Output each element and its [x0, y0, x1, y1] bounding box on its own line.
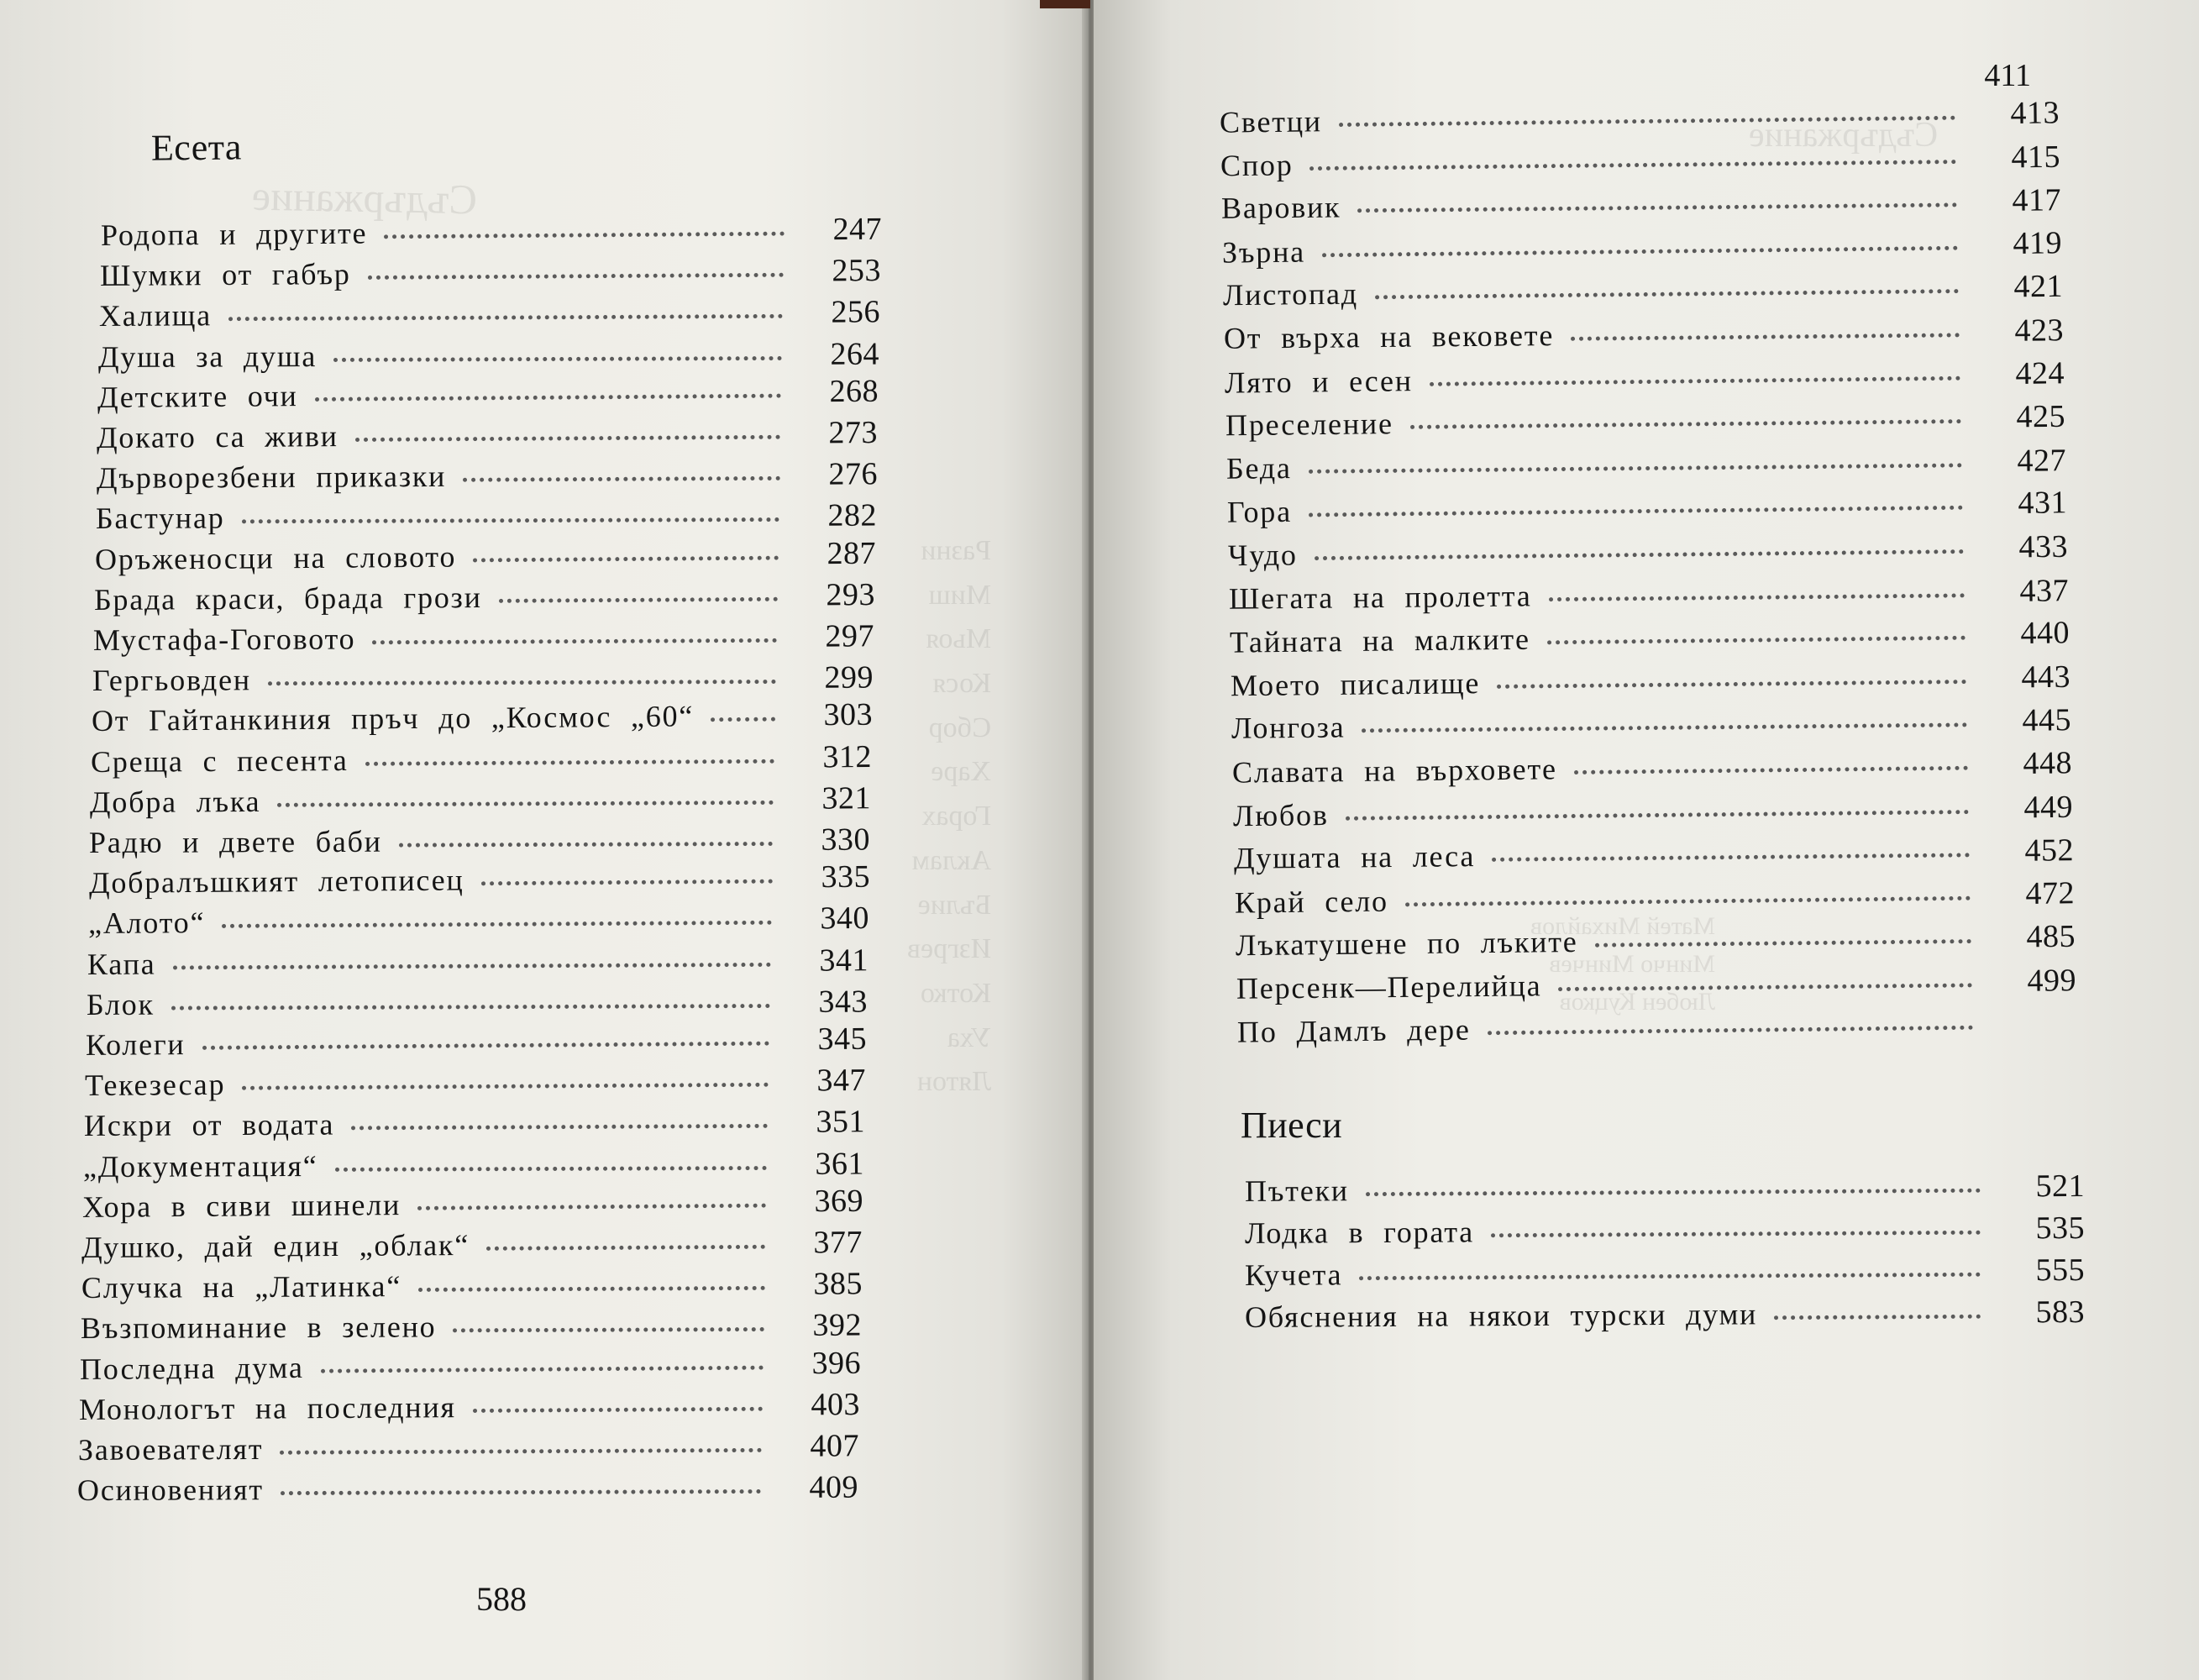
essay-entry: [88, 900, 869, 942]
essay-leader-dots: [486, 1245, 765, 1251]
essay-title: Монологът на последния: [78, 1389, 456, 1426]
essay-title: Добралъшкият летописец: [88, 863, 464, 900]
right-toc-title: Душата на леса: [1233, 839, 1476, 875]
right-toc-leader-dots: [1309, 463, 1962, 473]
essay-title: Гергьовден: [92, 663, 251, 698]
essay-entry: [93, 617, 874, 659]
essay-leader-dots: [281, 1489, 761, 1495]
right-toc-page-number: 449: [2023, 789, 2074, 825]
essay-title: Брада краси, брада грози: [93, 580, 482, 617]
right-toc-title: Светци: [1219, 104, 1323, 139]
essay-page-number: 297: [825, 618, 875, 654]
essay-page-number: 282: [827, 497, 878, 534]
right-toc-title: Любов: [1232, 797, 1329, 832]
essay-leader-dots: [335, 1166, 768, 1172]
right-toc-title: Преселение: [1225, 407, 1393, 443]
essay-entry: [92, 696, 873, 739]
play-entry: [1245, 1168, 2085, 1210]
play-page-number: 583: [2035, 1294, 2086, 1331]
right-toc-page-number: 485: [2026, 919, 2076, 955]
left-page: [0, 0, 1089, 1680]
essay-page-number: 351: [816, 1104, 866, 1140]
right-toc-page-number: 433: [2018, 528, 2069, 565]
essay-entry: [98, 335, 879, 375]
essay-leader-dots: [417, 1203, 766, 1210]
essay-page-number: 341: [819, 942, 869, 979]
right-toc-page-number: 452: [2024, 832, 2075, 869]
essay-entry: [101, 211, 882, 254]
essay-page-number: 247: [832, 211, 883, 248]
right-toc-page-number: 417: [2012, 182, 2062, 218]
right-toc-entry: [1227, 485, 2067, 531]
essay-entry: [80, 1344, 861, 1387]
essay-title: Блок: [86, 987, 155, 1021]
essay-entry: [91, 738, 872, 780]
essay-leader-dots: [711, 717, 775, 722]
right-toc-page-number: 425: [2016, 398, 2066, 435]
essay-entry: [99, 294, 880, 335]
essay-title: Радю и двете баби: [88, 824, 382, 859]
essay-title: Добра лъка: [89, 784, 261, 819]
essay-page-number: 335: [821, 858, 871, 895]
essay-title: Халища: [98, 298, 213, 333]
play-entry: [1245, 1252, 2085, 1294]
play-title: Кучета: [1244, 1257, 1343, 1293]
essay-title: „Алото“: [87, 906, 206, 941]
essays-toc-list: [76, 211, 924, 1508]
essay-page-number: 345: [817, 1021, 868, 1058]
right-toc-leader-dots: [1595, 939, 1971, 948]
essay-title: Бастунар: [95, 501, 225, 536]
essay-page-number: 330: [821, 822, 871, 858]
play-leader-dots: [1359, 1273, 1981, 1281]
right-toc-leader-dots: [1375, 289, 1959, 299]
essay-leader-dots: [418, 1286, 765, 1292]
right-toc-leader-dots: [1362, 723, 1968, 733]
play-title: Лодка в гората: [1244, 1215, 1475, 1251]
right-toc-title: Шегата на пролетта: [1228, 578, 1532, 616]
essay-page-number: 403: [811, 1386, 861, 1423]
ghost-text-right-heading: Съдържание: [1749, 116, 1939, 155]
right-toc-entry: [1225, 398, 2065, 444]
essay-leader-dots: [222, 921, 772, 928]
play-leader-dots: [1491, 1231, 1981, 1238]
essay-leader-dots: [372, 638, 777, 644]
right-toc-page-number: 499: [2027, 963, 2077, 999]
right-toc-leader-dots: [1558, 983, 1972, 991]
essay-page-number: 268: [829, 373, 879, 409]
essay-leader-dots: [399, 842, 773, 848]
right-toc-title: Край село: [1234, 884, 1389, 920]
essay-page-number: 303: [823, 697, 874, 733]
right-toc-leader-dots: [1430, 375, 1960, 386]
section-title-essays: Есета: [150, 126, 243, 169]
essay-title: Среща с песента: [90, 743, 349, 779]
essay-page-number: 312: [822, 738, 873, 774]
essay-page-number: 392: [812, 1307, 863, 1344]
essay-entry: [82, 1182, 863, 1225]
plays-toc-list: [1245, 1170, 2118, 1389]
essay-entry: [84, 1104, 865, 1145]
essay-leader-dots: [384, 232, 785, 239]
essay-page-number: 407: [810, 1428, 860, 1464]
essay-entry: [97, 372, 879, 415]
right-toc-title: Чудо: [1227, 538, 1298, 573]
page-folio: 588: [476, 1580, 527, 1618]
essay-entry: [81, 1265, 863, 1306]
essay-entry: [86, 1021, 867, 1063]
right-toc-leader-dots: [1357, 203, 1957, 213]
right-toc-leader-dots: [1405, 896, 1971, 907]
essay-title: Последна дума: [79, 1350, 304, 1386]
essay-leader-dots: [315, 393, 781, 401]
book-binding-edge: [1040, 0, 1090, 8]
play-title: Обяснения на някои турски думи: [1244, 1297, 1758, 1335]
essay-entry: [97, 414, 878, 456]
right-toc-entry: [1231, 659, 2070, 704]
essay-page-number: 377: [813, 1224, 863, 1261]
right-toc-entry: [1223, 268, 2063, 313]
essay-entry: [78, 1427, 859, 1468]
essay-page-number: 264: [830, 336, 880, 372]
right-toc-leader-dots: [1497, 680, 1966, 689]
right-toc-entry: [1220, 94, 2060, 140]
right-toc-title: Беда: [1225, 450, 1292, 486]
play-leader-dots: [1774, 1315, 1981, 1320]
ghost-text-right-block: Матей Михайлов Минчо Минчев Любен Куцков: [1530, 912, 1716, 1016]
right-toc-leader-dots: [1315, 549, 1964, 560]
right-toc-title: Персенк—Перелийца: [1236, 969, 1542, 1005]
essay-leader-dots: [173, 962, 772, 969]
essay-leader-dots: [473, 555, 779, 562]
essay-title: Шумки от габър: [99, 257, 351, 293]
essay-entry: [85, 1062, 866, 1104]
right-toc-title: От върха на вековете: [1223, 318, 1555, 355]
essay-title: Дърворезбени приказки: [96, 459, 447, 496]
right-toc-page-number: 448: [2023, 745, 2073, 781]
essay-entry: [100, 252, 881, 294]
right-toc-page-number: [2003, 1032, 2077, 1033]
essay-entry: [96, 497, 877, 537]
right-toc-leader-dots: [1339, 116, 1955, 127]
essay-title: Хора в сиви шинели: [81, 1187, 401, 1224]
right-toc-entry: [1235, 874, 2075, 921]
right-toc-entry: [1237, 1005, 2077, 1049]
right-toc-title: Славата на върховете: [1231, 752, 1557, 790]
essay-leader-dots: [280, 1448, 762, 1455]
right-toc-title: Варовик: [1220, 190, 1341, 225]
essay-page-number: 347: [816, 1063, 867, 1099]
right-toc-title: Моето писалище: [1230, 665, 1481, 703]
essay-title: Мустафа-Гоговото: [92, 622, 356, 657]
essay-title: Душко, дай един „облак“: [81, 1228, 470, 1264]
essay-leader-dots: [242, 517, 779, 523]
right-toc-page-number: 419: [2013, 225, 2063, 261]
right-toc-title: Зърна: [1221, 234, 1306, 270]
right-toc-title: Лонгоза: [1231, 710, 1346, 746]
play-page-number: 555: [2035, 1252, 2086, 1289]
essay-entry: [90, 780, 871, 821]
essay-entry: [92, 659, 874, 699]
essay-title: Възпоминание в зелено: [80, 1310, 437, 1346]
essay-leader-dots: [202, 1042, 769, 1050]
ghost-text-left-heading: Съдържание: [251, 171, 478, 223]
section-title-plays: Пиеси: [1241, 1105, 1343, 1146]
essay-leader-dots: [228, 314, 783, 321]
right-toc-leader-dots: [1410, 419, 1961, 429]
essay-entry: [77, 1469, 858, 1509]
essay-entry: [94, 576, 875, 618]
right-toc-leader-dots: [1571, 333, 1960, 340]
right-toc-page-number: 413: [2010, 95, 2060, 131]
essay-page-number: 276: [828, 456, 879, 492]
right-toc-page-number: 440: [2020, 615, 2070, 652]
right-page: [1094, 0, 2199, 1680]
right-toc-page-number: 443: [2021, 659, 2071, 696]
essay-title: Докато са живи: [96, 419, 339, 454]
essay-leader-dots: [463, 476, 780, 482]
right-toc-page-number: 437: [2019, 572, 2070, 609]
essay-page-number: 293: [826, 576, 876, 613]
essay-page-number: 321: [821, 780, 872, 816]
right-toc-entry: [1232, 744, 2072, 790]
essay-page-number: 287: [827, 535, 877, 571]
right-toc-title: Листопад: [1222, 276, 1359, 312]
right-toc-leader-dots: [1547, 636, 1965, 645]
right-toc-entry: [1236, 918, 2076, 963]
right-toc-title: Спор: [1220, 147, 1294, 182]
play-page-number: 521: [2035, 1168, 2086, 1205]
essay-title: Случка на „Латинка“: [81, 1269, 402, 1305]
main-toc-list-right: [1219, 95, 2093, 1049]
essay-title: От Гайтанкиния пръч до „Космос „60“: [91, 699, 695, 738]
essay-entry: [79, 1386, 860, 1428]
essay-title: Детските очи: [97, 378, 298, 414]
essay-page-number: 361: [815, 1146, 865, 1182]
right-toc-entry: [1230, 615, 2070, 661]
essay-page-number: 253: [832, 253, 882, 289]
essay-page-number: 273: [828, 414, 879, 451]
essay-entry: [95, 534, 876, 577]
essay-leader-dots: [242, 1083, 769, 1090]
essay-title: Колеги: [85, 1027, 186, 1062]
right-toc-entry: [1233, 788, 2073, 833]
right-toc-page-number: 427: [2017, 442, 2067, 479]
essay-leader-dots: [321, 1365, 764, 1373]
play-title: Пътеки: [1244, 1173, 1350, 1209]
right-toc-page-number: 415: [2011, 139, 2061, 175]
right-toc-page-number: 421: [2013, 269, 2064, 305]
right-toc-page-number: 431: [2018, 485, 2068, 522]
right-toc-leader-dots: [1488, 1025, 1973, 1035]
right-toc-entry: [1229, 572, 2069, 617]
right-toc-entry: [1234, 832, 2074, 877]
essay-leader-dots: [351, 1124, 768, 1131]
right-toc-entry: [1226, 442, 2066, 487]
right-toc-entry: [1225, 354, 2065, 401]
right-toc-leader-dots: [1492, 853, 1970, 862]
right-toc-leader-dots: [1549, 593, 1965, 601]
essay-page-number: 369: [814, 1183, 864, 1219]
right-toc-entry: [1231, 702, 2071, 748]
essay-leader-dots: [499, 597, 778, 603]
essay-entry: [87, 942, 869, 983]
essay-leader-dots: [481, 879, 774, 886]
right-toc-leader-dots: [1322, 246, 1958, 258]
right-toc-leader-dots: [1310, 160, 1957, 171]
essay-page-number: 385: [813, 1266, 863, 1302]
essay-leader-dots: [355, 435, 780, 442]
essay-title: „Документация“: [82, 1148, 318, 1184]
essay-leader-dots: [333, 356, 782, 362]
essay-entry: [89, 822, 870, 861]
essay-leader-dots: [453, 1327, 764, 1332]
right-toc-entry: [1224, 312, 2064, 357]
essay-entry: [81, 1307, 862, 1347]
right-toc-title: Гора: [1226, 495, 1293, 530]
right-toc-entry: [1221, 181, 2061, 227]
essay-title: Завоевателят: [77, 1431, 264, 1467]
essay-entry: [97, 455, 878, 496]
essay-entry: [83, 1145, 864, 1184]
right-toc-leader-dots: [1309, 506, 1963, 517]
right-toc-entry: [1220, 138, 2060, 183]
right-toc-page-number: 445: [2022, 702, 2072, 739]
essay-title: Текезесар: [84, 1068, 226, 1103]
essay-leader-dots: [268, 680, 776, 685]
essay-page-number: 343: [818, 984, 869, 1020]
play-leader-dots: [1366, 1189, 1981, 1196]
essay-entry: [81, 1224, 863, 1266]
play-entry: [1245, 1294, 2085, 1336]
ghost-text-left-column: Разни Миш Мьоя Кося Сбор Харе Горах Аклам Бълие Изгрев Котко Уха Лятон: [907, 535, 992, 1098]
essay-page-number: 299: [824, 659, 874, 696]
essay-title: Искри от водата: [83, 1107, 335, 1143]
essay-leader-dots: [368, 273, 784, 280]
right-toc-title: Лято и есен: [1224, 363, 1414, 400]
essay-entry: [89, 858, 870, 901]
right-toc-entry: [1228, 528, 2068, 574]
essay-page-number: 409: [809, 1469, 859, 1505]
right-toc-leader-dots: [1346, 810, 1969, 821]
essay-leader-dots: [277, 801, 774, 807]
right-toc-title: Тайната на малките: [1229, 622, 1530, 659]
right-toc-page-number: 423: [2014, 312, 2065, 349]
top-page-number: 411: [1984, 58, 2031, 93]
play-entry: [1245, 1210, 2085, 1252]
essay-entry: [87, 983, 868, 1022]
essay-title: Оръженосци на словото: [94, 539, 457, 576]
right-toc-page-number: 472: [2025, 875, 2076, 911]
essay-title: Душа за душа: [97, 339, 318, 374]
right-toc-leader-dots: [1574, 766, 1968, 774]
essay-page-number: 256: [831, 294, 881, 330]
essay-page-number: 396: [811, 1345, 862, 1381]
essay-leader-dots: [473, 1407, 763, 1413]
essay-leader-dots: [171, 1004, 770, 1011]
essay-page-number: 340: [820, 900, 870, 937]
play-page-number: 535: [2035, 1210, 2086, 1247]
essay-title: Осиновеният: [76, 1473, 264, 1508]
essay-title: Родопа и другите: [100, 216, 368, 252]
right-toc-title: Лъкатушене по лъките: [1235, 925, 1578, 963]
essay-title: Капа: [87, 947, 156, 981]
right-toc-entry: [1236, 962, 2076, 1007]
essay-leader-dots: [365, 759, 774, 765]
right-toc-entry: [1222, 224, 2062, 270]
right-toc-title: По Дамлъ дере: [1236, 1012, 1471, 1049]
right-toc-page-number: 424: [2015, 354, 2065, 391]
